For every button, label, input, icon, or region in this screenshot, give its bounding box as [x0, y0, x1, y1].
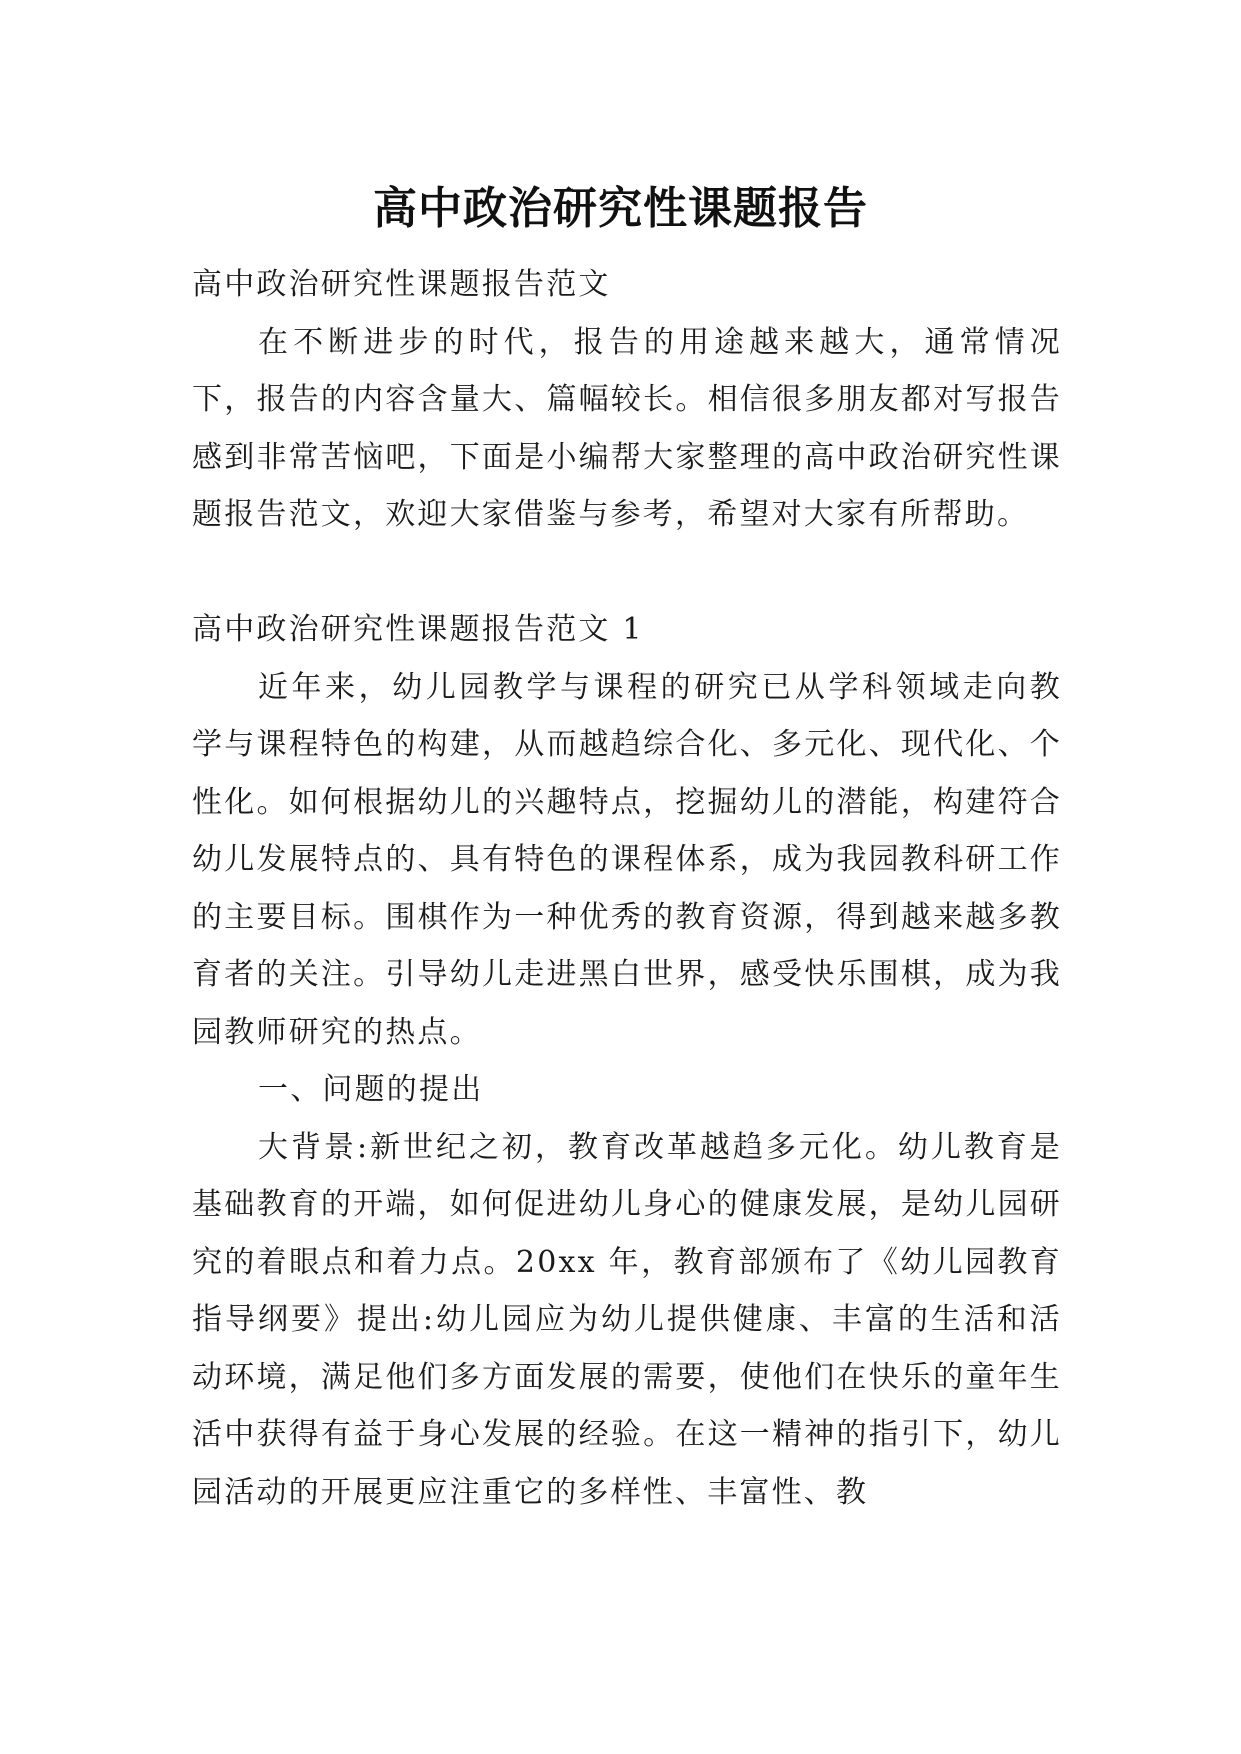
document-body: [192, 256, 1062, 1521]
body-paragraph: 大背景:新世纪之初，教育改革越趋多元化。幼儿教育是基础教育的开端，如何促进幼儿身心的健康发展，是幼儿园研究的着眼点和着力点。20xx 年，教育部颁布了《幼儿园教育指导纲要》提出:幼儿园应为幼儿提供健康、丰富的生活和活动环境，满足他们多方面发展的需要，使他们在快乐的童年生活中获得有益于身心发展的经验。在这一精神的指引下，幼儿园活动的开展更应注重它的多样性、丰富性、教: [192, 1129, 1062, 1510]
document-title: 高中政治研究性课题报告: [373, 183, 868, 235]
intro-paragraph: 在不断进步的时代，报告的用途越来越大，通常情况下，报告的内容含量大、篇幅较长。相信很多朋友都对写报告感到非常苦恼吧，下面是小编帮大家整理的高中政治研究性课题报告范文，欢迎大家借鉴与参考，希望对大家有所帮助。: [192, 324, 1062, 532]
section-heading: 高中政治研究性课题报告范文: [192, 267, 611, 302]
section-heading: 高中政治研究性课题报告范文 1: [192, 612, 644, 647]
body-paragraph: 近年来，幼儿园教学与课程的研究已从学科领域走向教学与课程特色的构建，从而越趋综合化、多元化、现代化、个性化。如何根据幼儿的兴趣特点，挖掘幼儿的潜能，构建符合幼儿发展特点的、具有特色的课程体系，成为我园教科研工作的主要目标。围棋作为一种优秀的教育资源，得到越来越多教育者的关注。引导幼儿走进黑白世界，感受快乐围棋，成为我园教师研究的热点。: [192, 669, 1062, 1050]
subsection-heading: 一、问题的提出: [258, 1072, 484, 1107]
